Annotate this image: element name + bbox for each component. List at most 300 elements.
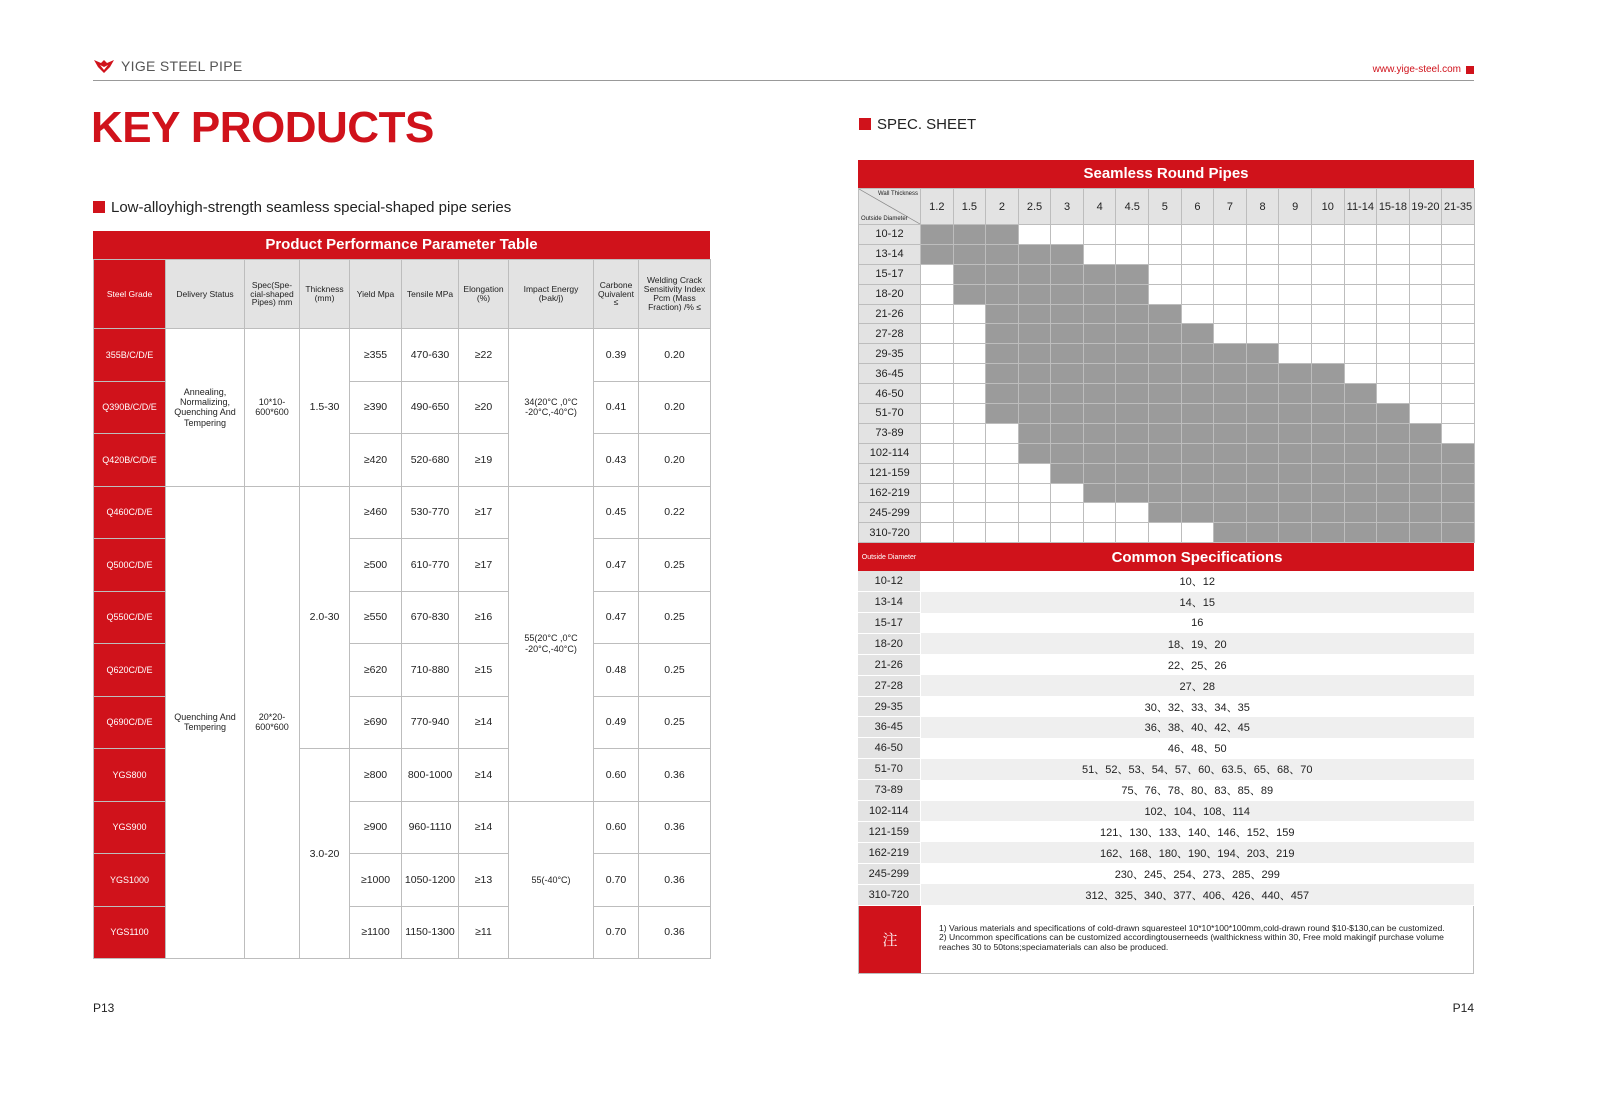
- spec-grid-row: [859, 523, 1475, 543]
- empty-cell: [1311, 284, 1344, 304]
- common-spec-value: 312、325、340、377、406、426、440、457: [920, 884, 1474, 905]
- merged-cell-spec-1: 10*10-600*600: [245, 329, 300, 487]
- available-cell: [1051, 364, 1084, 384]
- outside-diameter-cell: 36-45: [859, 364, 921, 384]
- available-cell: [1279, 364, 1312, 384]
- outside-diameter-cell: 15-17: [859, 264, 921, 284]
- available-cell: [1344, 404, 1377, 424]
- empty-cell: [1018, 503, 1051, 523]
- elong-cell: ≥19: [459, 434, 509, 487]
- wall-thickness-header: 4.5: [1116, 189, 1149, 225]
- empty-cell: [1344, 344, 1377, 364]
- column-header: Delivery Status: [166, 260, 245, 329]
- available-cell: [1018, 284, 1051, 304]
- empty-cell: [953, 503, 986, 523]
- available-cell: [1214, 404, 1247, 424]
- common-spec-value: 162、168、180、190、194、203、219: [920, 842, 1474, 863]
- available-cell: [1181, 483, 1214, 503]
- spec-grid-title: Seamless Round Pipes: [858, 160, 1474, 188]
- website-link[interactable]: [1373, 64, 1474, 75]
- steel-grade-cell: Q390B/C/D/E: [94, 381, 166, 434]
- common-spec-value: 51、52、53、54、57、60、63.5、65、68、70: [920, 759, 1474, 780]
- empty-cell: [1018, 463, 1051, 483]
- empty-cell: [1409, 344, 1442, 364]
- empty-cell: [986, 423, 1019, 443]
- empty-cell: [953, 423, 986, 443]
- empty-cell: [1442, 344, 1475, 364]
- available-cell: [1149, 503, 1182, 523]
- carbon-cell: 0.47: [594, 539, 639, 592]
- available-cell: [1051, 423, 1084, 443]
- available-cell: [1246, 384, 1279, 404]
- pcm-cell: 0.25: [639, 696, 711, 749]
- performance-table: [93, 259, 711, 959]
- available-cell: [1116, 384, 1149, 404]
- empty-cell: [1214, 324, 1247, 344]
- available-cell: [1311, 404, 1344, 424]
- elong-cell: ≥17: [459, 486, 509, 539]
- wall-thickness-label: Wall Thickness: [877, 191, 918, 197]
- common-od-cell: 51-70: [858, 759, 920, 780]
- common-od-cell: 245-299: [858, 863, 920, 884]
- carbon-cell: 0.47: [594, 591, 639, 644]
- empty-cell: [986, 463, 1019, 483]
- available-cell: [1181, 423, 1214, 443]
- available-cell: [986, 244, 1019, 264]
- empty-cell: [1214, 225, 1247, 245]
- empty-cell: [986, 523, 1019, 543]
- yield-cell: ≥460: [350, 486, 402, 539]
- common-spec-row: [858, 821, 1474, 842]
- brand-name: YIGE STEEL PIPE: [121, 58, 243, 74]
- tensile-cell: 770-940: [402, 696, 459, 749]
- column-header: Steel Grade: [94, 260, 166, 329]
- empty-cell: [1051, 523, 1084, 543]
- available-cell: [1311, 384, 1344, 404]
- common-spec-row: [858, 884, 1474, 905]
- empty-cell: [1149, 264, 1182, 284]
- available-cell: [1377, 443, 1410, 463]
- common-spec-value: 46、48、50: [1167, 743, 1227, 756]
- tensile-cell: 490-650: [402, 381, 459, 434]
- empty-cell: [1279, 304, 1312, 324]
- empty-cell: [1344, 284, 1377, 304]
- available-cell: [1181, 364, 1214, 384]
- available-cell: [1018, 304, 1051, 324]
- common-spec-value: 102、104、108、114: [920, 801, 1474, 822]
- empty-cell: [921, 264, 954, 284]
- impact-energy-cell: 34(20°C ,0°C -20°C,-40°C): [509, 329, 594, 487]
- available-cell: [986, 364, 1019, 384]
- empty-cell: [1409, 284, 1442, 304]
- available-cell: [986, 404, 1019, 424]
- empty-cell: [1181, 523, 1214, 543]
- empty-cell: [1409, 404, 1442, 424]
- empty-cell: [953, 443, 986, 463]
- empty-cell: [1018, 523, 1051, 543]
- available-cell: [1214, 384, 1247, 404]
- available-cell: [1083, 284, 1116, 304]
- empty-cell: [1344, 324, 1377, 344]
- available-cell: [1279, 404, 1312, 424]
- available-cell: [1181, 404, 1214, 424]
- pcm-cell: 0.25: [639, 644, 711, 697]
- red-square-icon: [93, 201, 105, 213]
- spec-grid-row: [859, 304, 1475, 324]
- steel-grade-cell: Q550C/D/E: [94, 591, 166, 644]
- empty-cell: [921, 463, 954, 483]
- available-cell: [1311, 423, 1344, 443]
- common-od-header: Outside Diameter: [858, 543, 920, 571]
- wall-thickness-header: 6: [1181, 189, 1214, 225]
- yield-cell: ≥1000: [350, 854, 402, 907]
- empty-cell: [1116, 503, 1149, 523]
- empty-cell: [1181, 244, 1214, 264]
- available-cell: [1149, 423, 1182, 443]
- yield-cell: ≥420: [350, 434, 402, 487]
- empty-cell: [921, 483, 954, 503]
- common-spec-row: [858, 654, 1474, 675]
- available-cell: [1246, 423, 1279, 443]
- available-cell: [1149, 324, 1182, 344]
- spec-grid-row: [859, 463, 1475, 483]
- available-cell: [1214, 503, 1247, 523]
- available-cell: [1442, 503, 1475, 523]
- yield-cell: ≥390: [350, 381, 402, 434]
- empty-cell: [1311, 225, 1344, 245]
- empty-cell: [1246, 244, 1279, 264]
- wall-thickness-header: 1.5: [953, 189, 986, 225]
- available-cell: [953, 225, 986, 245]
- available-cell: [1344, 523, 1377, 543]
- empty-cell: [1344, 304, 1377, 324]
- empty-cell: [921, 423, 954, 443]
- available-cell: [1018, 324, 1051, 344]
- empty-cell: [1377, 384, 1410, 404]
- outside-diameter-cell: 46-50: [859, 384, 921, 404]
- steel-grade-cell: YGS1000: [94, 854, 166, 907]
- available-cell: [1442, 463, 1475, 483]
- spec-grid-row: [859, 503, 1475, 523]
- available-cell: [1344, 463, 1377, 483]
- empty-cell: [921, 384, 954, 404]
- common-spec-value: 27、28: [920, 675, 1474, 696]
- available-cell: [1116, 404, 1149, 424]
- available-cell: [1083, 483, 1116, 503]
- empty-cell: [953, 384, 986, 404]
- yield-cell: ≥1100: [350, 906, 402, 959]
- elong-cell: ≥13: [459, 854, 509, 907]
- available-cell: [1181, 503, 1214, 523]
- available-cell: [986, 225, 1019, 245]
- available-cell: [1116, 483, 1149, 503]
- outside-diameter-cell: 73-89: [859, 423, 921, 443]
- common-spec-value: 75、76、78、80、83、85、89: [1121, 785, 1274, 798]
- table-row: [94, 486, 711, 539]
- header-divider: [93, 80, 1474, 81]
- outside-diameter-cell: 29-35: [859, 344, 921, 364]
- empty-cell: [1246, 284, 1279, 304]
- empty-cell: [953, 324, 986, 344]
- empty-cell: [1442, 364, 1475, 384]
- table-row: [94, 329, 711, 382]
- steel-grade-cell: YGS800: [94, 749, 166, 802]
- empty-cell: [1279, 344, 1312, 364]
- available-cell: [1246, 463, 1279, 483]
- empty-cell: [1409, 324, 1442, 344]
- column-header: Elongation (%): [459, 260, 509, 329]
- empty-cell: [1181, 225, 1214, 245]
- steel-grade-cell: Q420B/C/D/E: [94, 434, 166, 487]
- empty-cell: [1214, 244, 1247, 264]
- available-cell: [1409, 503, 1442, 523]
- common-spec-row: [858, 738, 1474, 759]
- available-cell: [1018, 364, 1051, 384]
- common-spec-row: [858, 717, 1474, 738]
- empty-cell: [1214, 284, 1247, 304]
- empty-cell: [921, 443, 954, 463]
- tensile-cell: 520-680: [402, 434, 459, 487]
- empty-cell: [1051, 503, 1084, 523]
- available-cell: [1214, 364, 1247, 384]
- available-cell: [1116, 324, 1149, 344]
- steel-grade-cell: 355B/C/D/E: [94, 329, 166, 382]
- available-cell: [1181, 324, 1214, 344]
- available-cell: [1214, 483, 1247, 503]
- merged-cell-delivery-2: Quenching And Tempering: [166, 486, 245, 959]
- common-spec-row: [858, 571, 1474, 591]
- common-od-cell: 310-720: [858, 884, 920, 905]
- wall-thickness-header: 8: [1246, 189, 1279, 225]
- wall-thickness-header: 21-35: [1442, 189, 1475, 225]
- empty-cell: [921, 304, 954, 324]
- common-spec-row: [858, 780, 1474, 801]
- available-cell: [1246, 523, 1279, 543]
- common-od-cell: 73-89: [858, 780, 920, 801]
- carbon-cell: 0.39: [594, 329, 639, 382]
- empty-cell: [1311, 344, 1344, 364]
- empty-cell: [953, 463, 986, 483]
- empty-cell: [921, 284, 954, 304]
- spec-grid-row: [859, 443, 1475, 463]
- empty-cell: [1181, 264, 1214, 284]
- pcm-cell: 0.36: [639, 906, 711, 959]
- available-cell: [1246, 503, 1279, 523]
- page-title: KEY PRODUCTS: [91, 103, 434, 152]
- empty-cell: [1377, 264, 1410, 284]
- available-cell: [1149, 344, 1182, 364]
- available-cell: [986, 304, 1019, 324]
- right-section-heading: [859, 116, 976, 133]
- performance-table-header: [94, 260, 711, 329]
- available-cell: [1409, 423, 1442, 443]
- available-cell: [953, 284, 986, 304]
- available-cell: [1116, 284, 1149, 304]
- available-cell: [1279, 443, 1312, 463]
- steel-grade-cell: Q620C/D/E: [94, 644, 166, 697]
- common-spec-value: 36、38、40、42、45: [920, 717, 1474, 738]
- pcm-cell: 0.20: [639, 434, 711, 487]
- empty-cell: [1442, 284, 1475, 304]
- yield-cell: ≥900: [350, 801, 402, 854]
- available-cell: [1051, 324, 1084, 344]
- wall-thickness-header: 4: [1083, 189, 1116, 225]
- available-cell: [1116, 364, 1149, 384]
- empty-cell: [986, 443, 1019, 463]
- performance-table-body: [94, 329, 711, 959]
- available-cell: [1083, 364, 1116, 384]
- empty-cell: [1018, 225, 1051, 245]
- common-od-cell: 18-20: [858, 633, 920, 654]
- empty-cell: [1344, 225, 1377, 245]
- left-section-heading: [93, 199, 511, 216]
- available-cell: [1311, 503, 1344, 523]
- available-cell: [1083, 443, 1116, 463]
- empty-cell: [1377, 244, 1410, 264]
- note-2: 2) Uncommon specifications can be customized accordingtouserneeds (walthickness within 30, Free mold makingif purchase volume reaches 30 to 50tons;speciamaterials can also be produced.: [939, 932, 1444, 952]
- tensile-cell: 1150-1300: [402, 906, 459, 959]
- available-cell: [1051, 264, 1084, 284]
- available-cell: [1051, 443, 1084, 463]
- empty-cell: [921, 404, 954, 424]
- outside-diameter-cell: 102-114: [859, 443, 921, 463]
- empty-cell: [1377, 364, 1410, 384]
- available-cell: [1051, 384, 1084, 404]
- elong-cell: ≥14: [459, 801, 509, 854]
- empty-cell: [1279, 244, 1312, 264]
- available-cell: [1116, 304, 1149, 324]
- spec-grid-row: [859, 324, 1475, 344]
- column-header: Carbone Quivalent ≤: [594, 260, 639, 329]
- empty-cell: [953, 404, 986, 424]
- elong-cell: ≥20: [459, 381, 509, 434]
- wall-thickness-header: 1.2: [921, 189, 954, 225]
- merged-cell-thick-1: 1.5-30: [300, 329, 350, 487]
- common-spec-row: [858, 759, 1474, 780]
- available-cell: [1083, 384, 1116, 404]
- empty-cell: [1246, 324, 1279, 344]
- common-spec-value: 14、15: [920, 592, 1474, 613]
- empty-cell: [1409, 264, 1442, 284]
- available-cell: [1311, 364, 1344, 384]
- column-header: Thickness (mm): [300, 260, 350, 329]
- empty-cell: [1442, 423, 1475, 443]
- column-header: Impact Energy (Þak/j): [509, 260, 594, 329]
- available-cell: [1377, 503, 1410, 523]
- empty-cell: [953, 523, 986, 543]
- note-1: 1) Various materials and specifications of cold-drawn squaresteel 10*10*100*100mm,cold-drawn round $10-$130,can be customized.: [939, 922, 1445, 933]
- available-cell: [1246, 344, 1279, 364]
- available-cell: [1083, 264, 1116, 284]
- empty-cell: [921, 364, 954, 384]
- empty-cell: [921, 344, 954, 364]
- outside-diameter-cell: 27-28: [859, 324, 921, 344]
- common-spec-row: [858, 801, 1474, 822]
- outside-diameter-cell: 121-159: [859, 463, 921, 483]
- available-cell: [1377, 523, 1410, 543]
- empty-cell: [1051, 483, 1084, 503]
- empty-cell: [1311, 264, 1344, 284]
- available-cell: [1279, 503, 1312, 523]
- empty-cell: [1377, 324, 1410, 344]
- available-cell: [921, 225, 954, 245]
- elong-cell: ≥14: [459, 749, 509, 802]
- carbon-cell: 0.70: [594, 906, 639, 959]
- spec-grid-corner: [859, 189, 921, 225]
- merged-cell-thick-2: 2.0-30: [300, 486, 350, 749]
- yield-cell: ≥500: [350, 539, 402, 592]
- available-cell: [1409, 443, 1442, 463]
- spec-grid-table: [858, 188, 1475, 543]
- empty-cell: [1311, 304, 1344, 324]
- empty-cell: [1149, 244, 1182, 264]
- empty-cell: [1409, 304, 1442, 324]
- common-od-cell: 10-12: [858, 571, 920, 591]
- steel-grade-cell: Q690C/D/E: [94, 696, 166, 749]
- available-cell: [1116, 264, 1149, 284]
- pcm-cell: 0.36: [639, 854, 711, 907]
- empty-cell: [953, 364, 986, 384]
- empty-cell: [1279, 284, 1312, 304]
- available-cell: [1214, 423, 1247, 443]
- available-cell: [1083, 304, 1116, 324]
- common-od-cell: 46-50: [858, 738, 920, 759]
- pcm-cell: 0.25: [639, 539, 711, 592]
- merged-cell-spec-2: 20*20-600*600: [245, 486, 300, 959]
- outside-diameter-cell: 162-219: [859, 483, 921, 503]
- empty-cell: [1442, 225, 1475, 245]
- spec-grid-row: [859, 264, 1475, 284]
- available-cell: [1344, 443, 1377, 463]
- available-cell: [1344, 503, 1377, 523]
- wall-thickness-header: 19-20: [1409, 189, 1442, 225]
- empty-cell: [1246, 225, 1279, 245]
- available-cell: [1051, 463, 1084, 483]
- right-section-heading-text: SPEC. SHEET: [877, 116, 977, 133]
- available-cell: [1116, 443, 1149, 463]
- available-cell: [1149, 483, 1182, 503]
- common-specs-body: [858, 571, 1474, 905]
- available-cell: [1018, 404, 1051, 424]
- available-cell: [1083, 463, 1116, 483]
- common-specs-title: Common Specifications: [920, 543, 1474, 571]
- available-cell: [1377, 483, 1410, 503]
- available-cell: [986, 324, 1019, 344]
- empty-cell: [1409, 244, 1442, 264]
- common-od-cell: 15-17: [858, 613, 920, 634]
- pcm-cell: 0.22: [639, 486, 711, 539]
- empty-cell: [1344, 244, 1377, 264]
- empty-cell: [1116, 225, 1149, 245]
- empty-cell: [1116, 244, 1149, 264]
- outside-diameter-cell: 13-14: [859, 244, 921, 264]
- empty-cell: [1116, 523, 1149, 543]
- spec-grid-row: [859, 284, 1475, 304]
- empty-cell: [1083, 225, 1116, 245]
- available-cell: [1149, 463, 1182, 483]
- red-square-icon: [1466, 66, 1474, 74]
- empty-cell: [921, 503, 954, 523]
- steel-grade-cell: Q460C/D/E: [94, 486, 166, 539]
- outside-diameter-label: Outside Diameter: [861, 216, 908, 222]
- wall-thickness-header: 5: [1149, 189, 1182, 225]
- notes-text: [921, 906, 1473, 973]
- available-cell: [1377, 404, 1410, 424]
- available-cell: [1409, 523, 1442, 543]
- spec-grid-body: [859, 225, 1475, 543]
- outside-diameter-cell: 10-12: [859, 225, 921, 245]
- available-cell: [1409, 463, 1442, 483]
